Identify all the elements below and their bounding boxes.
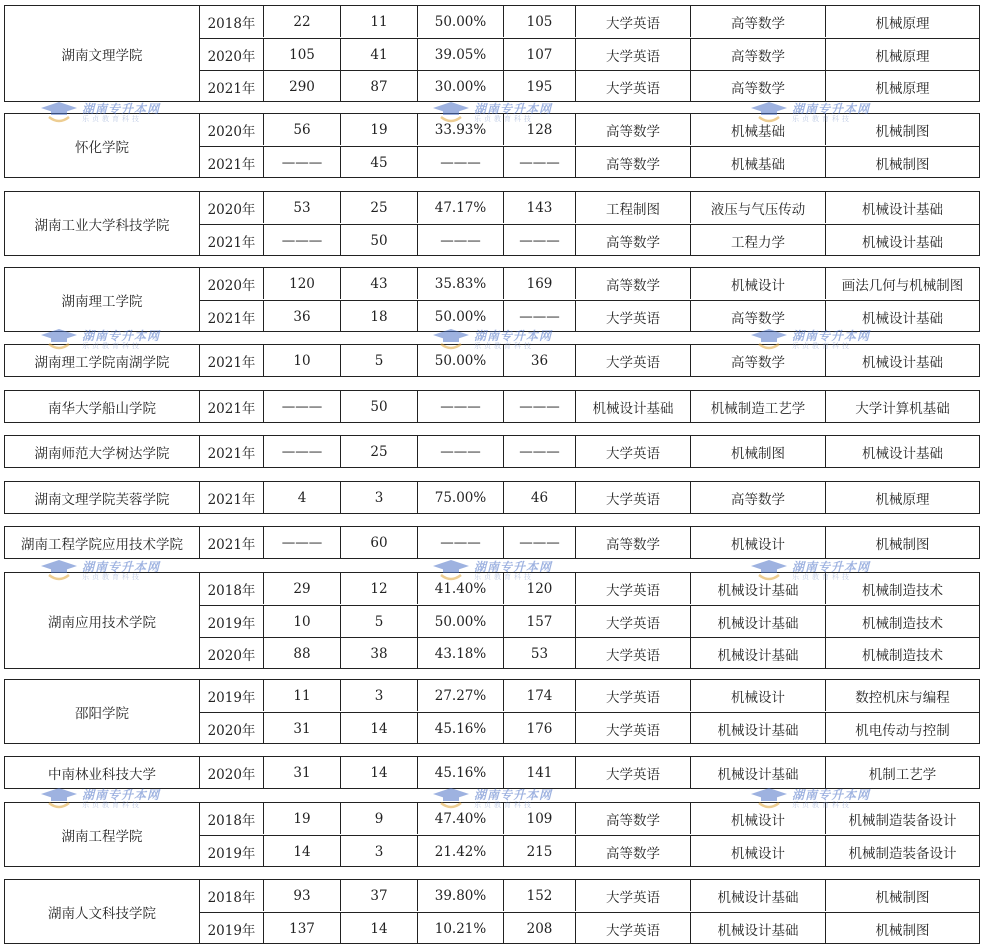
applicants-cell: 22: [264, 6, 341, 37]
table-row: [200, 268, 979, 299]
subject-1-cell: 机械设计基础: [576, 391, 691, 422]
watermark-logo: [432, 787, 552, 811]
admitted-cell: 50: [341, 391, 418, 422]
subject-1-cell: 大学英语: [576, 71, 691, 102]
subject-3-cell: 机械原理: [875, 48, 930, 65]
admitted-cell: 45: [341, 147, 418, 178]
subject-2-cell: 高等数学: [691, 482, 826, 513]
admission-rate-cell: 41.40%: [418, 573, 504, 604]
school-group: [4, 481, 980, 514]
year-cell: 2019年: [200, 836, 264, 867]
year-cell: 2021年: [200, 345, 264, 376]
watermark-subtitle: 乐贞教育科技: [474, 115, 534, 123]
subject-2-cell: 机械设计: [691, 836, 826, 867]
subject-3-cell: 机械制图: [875, 536, 930, 553]
admission-rate-cell: 47.40%: [418, 803, 504, 834]
subject-2-cell: 高等数学: [691, 301, 826, 332]
subject-1-cell: 大学英语: [576, 757, 691, 788]
year-cell: 2018年: [200, 803, 264, 834]
admitted-cell: 14: [341, 913, 418, 944]
subject-1-cell: 大学英语: [576, 713, 691, 744]
applicants-cell: ———: [264, 391, 341, 422]
admitted-cell: 50: [341, 225, 418, 256]
score-line-cell: ———: [504, 391, 576, 422]
subject-3-cell: 大学计算机基础: [855, 400, 950, 417]
admission-rate-cell: ———: [418, 527, 504, 558]
subject-1-cell: 大学英语: [576, 6, 691, 37]
school-group: [4, 267, 980, 332]
graduation-cap-smile-icon: [40, 787, 78, 811]
subject-3-cell: 机械原理: [875, 491, 930, 508]
subject-2-cell: 机械设计基础: [691, 573, 826, 604]
school-group: [4, 802, 980, 867]
table-row: [200, 38, 979, 70]
year-cell: 2021年: [200, 527, 264, 558]
admitted-cell: 18: [341, 301, 418, 332]
subject-1-cell: 高等数学: [576, 527, 691, 558]
table-row: [200, 391, 979, 422]
subject-1-cell: 高等数学: [576, 114, 691, 145]
watermark-logo: [750, 328, 870, 352]
school-group: [4, 526, 980, 559]
table-row: [200, 712, 979, 744]
subject-1-cell: 大学英语: [576, 482, 691, 513]
year-cell: 2021年: [200, 301, 264, 332]
graduation-cap-smile-icon: [40, 101, 78, 125]
subject-1-cell: 大学英语: [576, 638, 691, 669]
year-cell: 2020年: [200, 757, 264, 788]
graduation-cap-smile-icon: [750, 559, 788, 583]
year-cell: 2019年: [200, 680, 264, 711]
graduation-cap-smile-icon: [432, 787, 470, 811]
applicants-cell: 53: [264, 192, 341, 223]
score-line-cell: 109: [504, 803, 576, 834]
score-line-cell: 120: [504, 573, 576, 604]
school-name: 湖南人文科技学院: [5, 880, 200, 943]
school-name: 邵阳学院: [5, 680, 200, 743]
applicants-cell: ———: [264, 436, 341, 467]
subject-3-cell: 机械制造装备设计: [848, 845, 957, 862]
subject-1-cell: 高等数学: [576, 836, 691, 867]
table-row: [200, 835, 979, 867]
subject-2-cell: 机械设计: [691, 268, 826, 299]
watermark-logo: [750, 101, 870, 125]
admitted-cell: 60: [341, 527, 418, 558]
subject-1-cell: 大学英语: [576, 913, 691, 944]
subject-2-cell: 机械设计基础: [691, 757, 826, 788]
school-group: [4, 390, 980, 423]
graduation-cap-smile-icon: [750, 328, 788, 352]
subject-2-cell: 机械设计: [691, 803, 826, 834]
score-line-cell: 195: [504, 71, 576, 102]
admitted-cell: 43: [341, 268, 418, 299]
score-line-cell: 215: [504, 836, 576, 867]
admitted-cell: 3: [341, 680, 418, 711]
watermark-subtitle: 乐贞教育科技: [792, 573, 852, 581]
subject-2-cell: 机械设计基础: [691, 638, 826, 669]
school-group: [4, 191, 980, 256]
subject-3-cell: 数控机床与编程: [855, 689, 950, 706]
school-group: [4, 435, 980, 468]
subject-3-cell: 机械原理: [875, 15, 930, 32]
year-cell: 2018年: [200, 880, 264, 911]
school-name: 湖南理工学院南湖学院: [5, 345, 200, 376]
year-cell: 2021年: [200, 436, 264, 467]
school-group: [4, 756, 980, 789]
admission-rate-cell: 45.16%: [418, 713, 504, 744]
admitted-cell: 5: [341, 345, 418, 376]
subject-1-cell: 大学英语: [576, 573, 691, 604]
school-name: 湖南文理学院: [5, 6, 200, 101]
applicants-cell: 11: [264, 680, 341, 711]
admitted-cell: 11: [341, 6, 418, 37]
school-name: 南华大学船山学院: [5, 391, 200, 422]
watermark-title: 湖南专升本网: [82, 329, 161, 343]
school-group: [4, 572, 980, 669]
watermark-logo: [432, 101, 552, 125]
subject-2-cell: 机械设计: [691, 527, 826, 558]
admission-rate-cell: 33.93%: [418, 114, 504, 145]
applicants-cell: 19: [264, 803, 341, 834]
subject-2-cell: 高等数学: [691, 6, 826, 37]
admitted-cell: 37: [341, 880, 418, 911]
applicants-cell: 10: [264, 345, 341, 376]
table-row: [200, 146, 979, 178]
subject-2-cell: 工程力学: [691, 225, 826, 256]
watermark-logo: [432, 559, 552, 583]
year-cell: 2021年: [200, 71, 264, 102]
watermark-title: 湖南专升本网: [474, 560, 553, 574]
subject-1-cell: 大学英语: [576, 880, 691, 911]
graduation-cap-smile-icon: [40, 328, 78, 352]
subject-1-cell: 工程制图: [576, 192, 691, 223]
watermark-logo: [40, 787, 160, 811]
year-cell: 2019年: [200, 606, 264, 637]
year-cell: 2021年: [200, 391, 264, 422]
watermark-subtitle: 乐贞教育科技: [82, 573, 142, 581]
year-cell: 2020年: [200, 39, 264, 70]
watermark-title: 湖南专升本网: [82, 788, 161, 802]
watermark-subtitle: 乐贞教育科技: [82, 342, 142, 350]
table-row: [200, 436, 979, 467]
admission-rate-cell: 10.21%: [418, 913, 504, 944]
year-cell: 2018年: [200, 573, 264, 604]
subject-2-cell: 机械设计基础: [691, 713, 826, 744]
applicants-cell: ———: [264, 147, 341, 178]
subject-2-cell: 机械设计基础: [691, 606, 826, 637]
school-name: 湖南工程学院应用技术学院: [5, 527, 200, 558]
admission-rate-cell: 30.00%: [418, 71, 504, 102]
admitted-cell: 3: [341, 482, 418, 513]
table-row: [200, 6, 979, 37]
admission-rate-cell: ———: [418, 391, 504, 422]
applicants-cell: 29: [264, 573, 341, 604]
table-row: [200, 192, 979, 223]
applicants-cell: 4: [264, 482, 341, 513]
admitted-cell: 12: [341, 573, 418, 604]
subject-1-cell: 大学英语: [576, 345, 691, 376]
subject-3-cell: 机械制图: [875, 889, 930, 906]
admission-rate-cell: 50.00%: [418, 6, 504, 37]
graduation-cap-smile-icon: [40, 559, 78, 583]
watermark-subtitle: 乐贞教育科技: [82, 115, 142, 123]
score-line-cell: ———: [504, 527, 576, 558]
graduation-cap-smile-icon: [432, 101, 470, 125]
table-row: [200, 680, 979, 711]
score-line-cell: 46: [504, 482, 576, 513]
score-line-cell: 169: [504, 268, 576, 299]
year-cell: 2021年: [200, 147, 264, 178]
admitted-cell: 41: [341, 39, 418, 70]
score-line-cell: ———: [504, 301, 576, 332]
score-line-cell: 152: [504, 880, 576, 911]
table-row: [200, 70, 979, 102]
applicants-cell: 14: [264, 836, 341, 867]
score-line-cell: 141: [504, 757, 576, 788]
score-line-cell: 107: [504, 39, 576, 70]
watermark-subtitle: 乐贞教育科技: [474, 801, 534, 809]
subject-3-cell: 机械制图: [875, 156, 930, 173]
applicants-cell: 88: [264, 638, 341, 669]
admitted-cell: 14: [341, 757, 418, 788]
subject-1-cell: 高等数学: [576, 147, 691, 178]
subject-2-cell: 高等数学: [691, 39, 826, 70]
admitted-cell: 25: [341, 436, 418, 467]
admission-rate-cell: 27.27%: [418, 680, 504, 711]
table-row: [200, 224, 979, 256]
graduation-cap-smile-icon: [432, 559, 470, 583]
subject-3-cell: 机械设计基础: [862, 234, 943, 251]
admitted-cell: 3: [341, 836, 418, 867]
watermark-subtitle: 乐贞教育科技: [792, 801, 852, 809]
year-cell: 2019年: [200, 913, 264, 944]
subject-2-cell: 机械制造工艺学: [691, 391, 826, 422]
score-line-cell: 143: [504, 192, 576, 223]
admitted-cell: 19: [341, 114, 418, 145]
table-row: [200, 912, 979, 944]
table-row: [200, 637, 979, 669]
watermark-logo: [40, 559, 160, 583]
subject-2-cell: 机械基础: [691, 147, 826, 178]
watermark-title: 湖南专升本网: [82, 102, 161, 116]
admission-rate-cell: 39.05%: [418, 39, 504, 70]
subject-1-cell: 大学英语: [576, 436, 691, 467]
watermark-title: 湖南专升本网: [792, 102, 871, 116]
school-group: [4, 879, 980, 944]
table-row: [200, 880, 979, 911]
subject-2-cell: 机械基础: [691, 114, 826, 145]
watermark-title: 湖南专升本网: [82, 560, 161, 574]
applicants-cell: 120: [264, 268, 341, 299]
subject-2-cell: 高等数学: [691, 71, 826, 102]
subject-3-cell: 机械设计基础: [862, 201, 943, 218]
graduation-cap-smile-icon: [432, 328, 470, 352]
year-cell: 2020年: [200, 114, 264, 145]
subject-3-cell: 画法几何与机械制图: [841, 277, 964, 294]
watermark-title: 湖南专升本网: [474, 788, 553, 802]
admission-rate-cell: 45.16%: [418, 757, 504, 788]
year-cell: 2020年: [200, 268, 264, 299]
score-line-cell: 36: [504, 345, 576, 376]
subject-2-cell: 机械设计基础: [691, 913, 826, 944]
applicants-cell: 137: [264, 913, 341, 944]
watermark-title: 湖南专升本网: [792, 788, 871, 802]
admission-rate-cell: 35.83%: [418, 268, 504, 299]
subject-3-cell: 机械制造技术: [862, 647, 943, 664]
subject-1-cell: 高等数学: [576, 803, 691, 834]
subject-1-cell: 大学英语: [576, 39, 691, 70]
year-cell: 2018年: [200, 6, 264, 37]
admission-rate-cell: 39.80%: [418, 880, 504, 911]
year-cell: 2020年: [200, 713, 264, 744]
school-group: [4, 5, 980, 102]
school-name: 湖南工程学院: [5, 803, 200, 866]
score-line-cell: 128: [504, 114, 576, 145]
watermark-subtitle: 乐贞教育科技: [792, 342, 852, 350]
applicants-cell: 36: [264, 301, 341, 332]
table-row: [200, 605, 979, 637]
subject-3-cell: 机械制图: [875, 922, 930, 939]
applicants-cell: 93: [264, 880, 341, 911]
score-line-cell: ———: [504, 436, 576, 467]
table-row: [200, 482, 979, 513]
school-name: 湖南师范大学树达学院: [5, 436, 200, 467]
watermark-logo: [750, 559, 870, 583]
subject-2-cell: 机械设计: [691, 680, 826, 711]
admission-rate-cell: ———: [418, 436, 504, 467]
watermark-subtitle: 乐贞教育科技: [474, 342, 534, 350]
score-line-cell: 176: [504, 713, 576, 744]
subject-1-cell: 高等数学: [576, 225, 691, 256]
admitted-cell: 5: [341, 606, 418, 637]
admitted-cell: 25: [341, 192, 418, 223]
applicants-cell: ———: [264, 527, 341, 558]
score-line-cell: 105: [504, 6, 576, 37]
subject-1-cell: 大学英语: [576, 680, 691, 711]
watermark-title: 湖南专升本网: [792, 329, 871, 343]
score-line-cell: ———: [504, 225, 576, 256]
admission-rate-cell: ———: [418, 225, 504, 256]
school-name: 湖南工业大学科技学院: [5, 192, 200, 255]
applicants-cell: 56: [264, 114, 341, 145]
watermark-title: 湖南专升本网: [474, 329, 553, 343]
subject-3-cell: 机械制造装备设计: [848, 812, 957, 829]
admitted-cell: 14: [341, 713, 418, 744]
admitted-cell: 87: [341, 71, 418, 102]
subject-2-cell: 高等数学: [691, 345, 826, 376]
watermark-title: 湖南专升本网: [792, 560, 871, 574]
score-line-cell: 53: [504, 638, 576, 669]
score-line-cell: 157: [504, 606, 576, 637]
applicants-cell: 31: [264, 713, 341, 744]
year-cell: 2020年: [200, 192, 264, 223]
subject-3-cell: 机械设计基础: [862, 445, 943, 462]
admission-rate-cell: 50.00%: [418, 345, 504, 376]
watermark-subtitle: 乐贞教育科技: [792, 115, 852, 123]
watermark-logo: [750, 787, 870, 811]
watermark-title: 湖南专升本网: [474, 102, 553, 116]
subject-2-cell: 机械设计基础: [691, 880, 826, 911]
subject-3-cell: 机械制图: [875, 123, 930, 140]
watermark-subtitle: 乐贞教育科技: [474, 573, 534, 581]
admission-rate-cell: 21.42%: [418, 836, 504, 867]
admission-rate-cell: 50.00%: [418, 301, 504, 332]
year-cell: 2021年: [200, 225, 264, 256]
subject-1-cell: 高等数学: [576, 268, 691, 299]
admission-rate-cell: ———: [418, 147, 504, 178]
admission-rate-cell: 75.00%: [418, 482, 504, 513]
year-cell: 2020年: [200, 638, 264, 669]
admission-rate-cell: 47.17%: [418, 192, 504, 223]
subject-2-cell: 液压与气压传动: [691, 192, 826, 223]
admitted-cell: 9: [341, 803, 418, 834]
score-line-cell: 208: [504, 913, 576, 944]
subject-3-cell: 机械原理: [875, 80, 930, 97]
school-name: 中南林业科技大学: [5, 757, 200, 788]
school-name: 怀化学院: [5, 114, 200, 177]
applicants-cell: 105: [264, 39, 341, 70]
subject-3-cell: 机械设计基础: [862, 310, 943, 327]
table-row: [200, 527, 979, 558]
school-group: [4, 679, 980, 744]
watermark-logo: [40, 101, 160, 125]
subject-3-cell: 机械设计基础: [862, 354, 943, 371]
year-cell: 2021年: [200, 482, 264, 513]
watermark-logo: [432, 328, 552, 352]
subject-1-cell: 大学英语: [576, 301, 691, 332]
school-name: 湖南文理学院芙蓉学院: [5, 482, 200, 513]
admission-rate-cell: 50.00%: [418, 606, 504, 637]
applicants-cell: ———: [264, 225, 341, 256]
admission-rate-cell: 43.18%: [418, 638, 504, 669]
score-line-cell: ———: [504, 147, 576, 178]
school-name: 湖南理工学院: [5, 268, 200, 331]
subject-3-cell: 机械制造技术: [862, 582, 943, 599]
applicants-cell: 290: [264, 71, 341, 102]
table-row: [200, 757, 979, 788]
applicants-cell: 10: [264, 606, 341, 637]
applicants-cell: 31: [264, 757, 341, 788]
admitted-cell: 38: [341, 638, 418, 669]
watermark-logo: [40, 328, 160, 352]
school-name: 湖南应用技术学院: [5, 573, 200, 668]
subject-3-cell: 机制工艺学: [868, 766, 937, 783]
subject-3-cell: 机械制造技术: [862, 615, 943, 632]
watermark-subtitle: 乐贞教育科技: [82, 801, 142, 809]
subject-2-cell: 机械制图: [691, 436, 826, 467]
score-line-cell: 174: [504, 680, 576, 711]
graduation-cap-smile-icon: [750, 787, 788, 811]
graduation-cap-smile-icon: [750, 101, 788, 125]
subject-1-cell: 大学英语: [576, 606, 691, 637]
subject-3-cell: 机电传动与控制: [855, 722, 950, 739]
